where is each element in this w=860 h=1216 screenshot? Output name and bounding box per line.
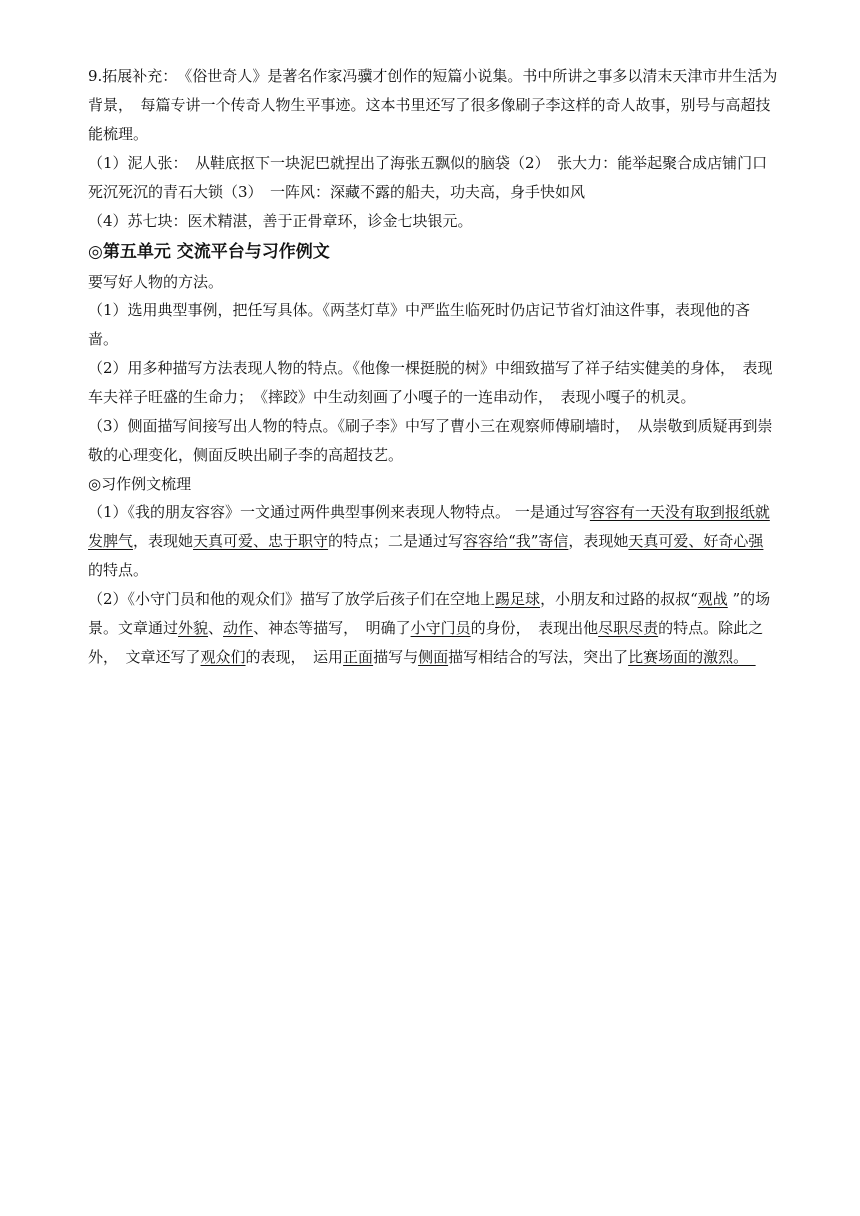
example-2-text: 的表现， 运用 (245, 648, 344, 666)
example-2-underline: 观众们 (200, 648, 246, 666)
example-2-text: ”的场景。文章通过 (88, 590, 771, 637)
example-1-text: 的特点。 (88, 561, 149, 579)
supplement-item-1: （1）泥人张： 从鞋底抠下一块泥巴就捏出了海张五飘似的脑袋（2） 张大力：能举起聚合成店铺门口死沉死沉的青石大锁（3） 一阵风：深藏不露的船夫，功夫高，身手快如风 (88, 154, 768, 201)
example-2-underline: 动作 (223, 619, 254, 637)
example-2-underline: 侧面 (418, 648, 449, 666)
example-1-text: 的特点；二是通过写 (328, 532, 464, 550)
supplement-item-2: （4）苏七块：医术精湛，善于正骨章环，诊金七块银元。 (88, 212, 473, 230)
example-2 (88, 585, 778, 672)
example-2-underline: 观战 (697, 590, 728, 608)
example-2-text: 、 (208, 619, 224, 637)
example-2-text: 描写相结合的写法，突出了 (448, 648, 629, 666)
example-2-underline: 小守门员 (410, 619, 471, 637)
method-2: （2）用多种描写方法表现人物的特点。《他像一棵挺脱的树》中细致描写了祥子结实健美的身体， 表现车夫祥子旺盛的生命力； 《摔跤》中生动刻画了小嘎子的一连串动作， 表现小嘎子的机灵。 (88, 359, 773, 406)
example-2-text: 的特点。除此之外， 文章还写了 (88, 619, 764, 666)
example-1-text: （1）《我的朋友容容》一文通过两件典型事例来表现人物特点。 一是通过写 (88, 503, 590, 521)
example-1-text: ，表现她 (133, 532, 194, 550)
example-1-underline: 天真可爱、好奇心强 (628, 532, 764, 550)
method-3: （3）侧面描写间接写出人物的特点。《刷子李》中写了曹小三在观察师傅刷墙时， 从崇敬到质疑再到崇敬的心理变化，侧面反映出刷子李的高超技艺。 (88, 417, 773, 464)
example-2-underline: 比赛场面的激烈。 (628, 648, 756, 666)
example-2-underline: 外貌 (178, 619, 209, 637)
example-1-underline: 容容有一天没有取到报纸就发脾气 (88, 503, 770, 550)
unit5-heading: ◎第五单元 交流平台与习作例文 (88, 242, 330, 262)
example-1-underline: 天真可爱、忠于职守 (193, 532, 329, 550)
supplement-intro: 9.拓展补充： 《俗世奇人》是著名作家冯骥才创作的短篇小说集。书中所讲之事多以清末天津市井生活为背景， 每篇专讲一个传奇人物生平事迹。这本书里还写了很多像刷子李这样的奇人故事，别号与高超技能梳理。 (88, 67, 778, 143)
unit5-intro: 要写好人物的方法。 (88, 273, 224, 291)
example-2-text: 、神态等描写， 明确了 (253, 619, 411, 637)
example-2-text: 描写与 (373, 648, 419, 666)
example-2-underline: 正面 (343, 648, 374, 666)
example-1-text: ，表现她 (568, 532, 629, 550)
document-page (88, 62, 778, 672)
example-2-text: ，小朋友和过路的叔叔“ (540, 590, 698, 608)
example-1 (88, 498, 778, 585)
example-2-text: 的身份， 表现出他 (470, 619, 599, 637)
example-2-text: （2）《小守门员和他的观众们》描写了放学后孩子们在空地上 (88, 590, 496, 608)
example-2-underline: 尽职尽责 (598, 619, 659, 637)
examples-heading: ◎习作例文梳理 (88, 475, 192, 493)
method-1: （1）选用典型事例，把任写具体。《两茎灯草》中严监生临死时仍店记节省灯油这件事，表现他的吝啬。 (88, 301, 751, 348)
example-2-underline: 踢足球 (495, 590, 541, 608)
example-1-underline: 容容给“我”寄信 (463, 532, 569, 550)
